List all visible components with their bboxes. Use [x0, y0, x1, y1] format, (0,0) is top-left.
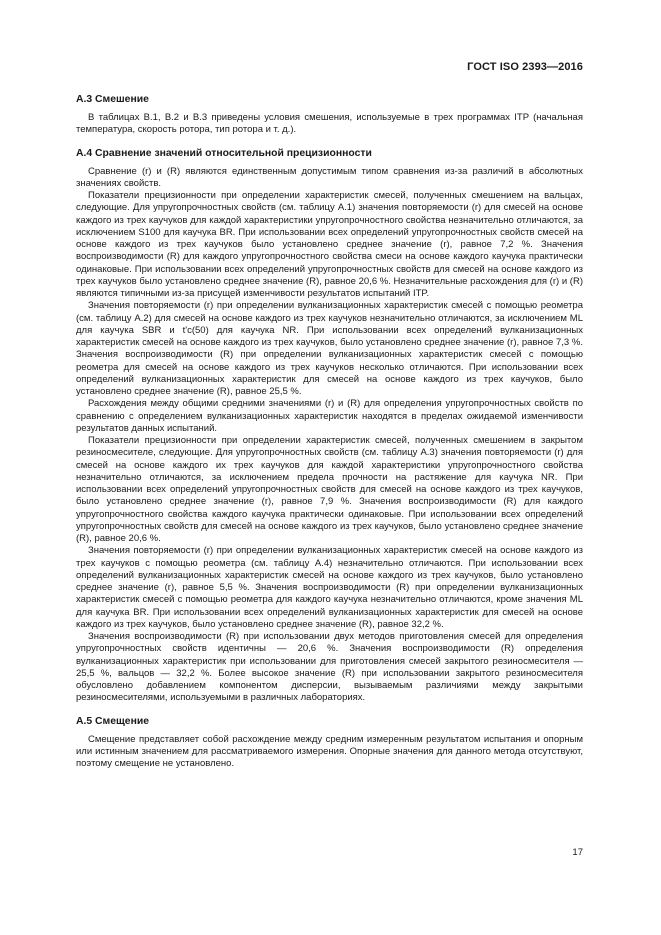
- paragraph: Значения повторяемости (r) при определении вулканизационных характеристик смесей с помощью реометра (см. таблицу А.2) для смесей на основе каждого из трех каучуков незначительно отличаются, за исключением ML для каучука SBR и t'c(50) для каучука NR. При использовании всех определений вулканизационных характеристик смесей на основе каждого из трех каучуков, было установлено среднее значение (r), равное 7,3 %. Значения воспроизводимости (R) при определении вулканизационных характеристик смесей с помощью реометра для смесей на основе каждого из трех каучуков несколько отличаются. При использовании всех определений вулканизационных характеристик для смесей на основе каждого из трех каучуков, было установлено среднее значение (R), равное 25,5 %.: [76, 300, 583, 397]
- paragraph: Показатели прецизионности при определении характеристик смесей, полученных смешением на вальцах, следующие. Для упругопрочностных свойств (см. таблицу А.1) значения повторяемости (r) для смесей на основе каждого из трех каучуков для каждой характеристики упругопрочностного свойства незначительно отличаются, за исключением S100 для каучука BR. При использовании всех определений упругопрочностных свойств смесей на основе каждого из трех каучуков было установлено среднее значение (r), равное 7,2 %. Значения воспроизводимости (R) для каждого упругопрочностного свойства смеси на основе каждого каучука практически одинаковые. При использовании всех определений упругопрочностных свойств для смесей на основе каждого из трех каучуков было установлено среднее значение (R), равное 20,6 %. Незначительные расхождения для (r) и (R) являются типичными из-за присущей изменчивости результатов испытаний ITP.: [76, 190, 583, 299]
- page-content: [76, 93, 583, 770]
- section-heading-a5: А.5 Смещение: [76, 715, 150, 727]
- standard-header: ГОСТ ISO 2393—2016: [467, 61, 583, 73]
- page-number: 17: [572, 847, 583, 858]
- paragraph: В таблицах В.1, В.2 и В.3 приведены условия смешения, используемые в трех программах ITP (начальная температура, скорость ротора, тип ротора и т. д.).: [76, 112, 583, 136]
- paragraph: Значения повторяемости (r) при определении вулканизационных характеристик смесей на основе каждого из трех каучуков с помощью реометра (см. таблицу А.4) незначительно отличаются. При использовании всех определений вулканизационных характеристик смесей на основе каждого из трех каучуков, было установлено среднее значение (r), равное 5,5 %. Значения воспроизводимости (R) при определении вулканизационных характеристик смесей с помощью реометра для каждого каучука незначительно отличаются, кроме значения ML для каучука BR. При использовании всех определений вулканизационных характеристик для смесей на основе каждого из трех каучуков, было установлено среднее значение (R), равное 32,2 %.: [76, 545, 583, 630]
- section-heading-a4: А.4 Сравнение значений относительной прецизионности: [76, 147, 372, 159]
- paragraph: Показатели прецизионности при определении характеристик смесей, полученных смешением в закрытом резиносмесителе, следующие. Для упругопрочностных свойств (см. таблицу А.3) значения повторяемости (r) для смесей на основе каждого их трех каучуков для каждой характеристики упругопрочностного свойства незначительно отличаются, за исключением предела прочности на растяжение для каучука NR. При использовании всех определений упругопрочностных свойств для смесей на основе каждого из трех каучуков, было установлено среднее значение (r), равное 7,9 %. Значения воспроизводимости (R) для каждого упругопрочностного свойства каждого каучука практически одинаковые. При использовании всех определений упругопрочностных свойств для смесей на основе каждого из трех каучуков, было установлено среднее значение (R), равное 20,6 %.: [76, 435, 583, 544]
- paragraph: Значения воспроизводимости (R) при использовании двух методов приготовления смесей для определения упругопрочностных свойств идентичны — 20,6 %. Значения воспроизводимости (R) определения вулканизационных характеристик при использовании для приготовления смесей закрытого резиносмесителя — 25,5 %, вальцов — 32,2 %. Более высокое значение (R) при использовании закрытого резиносмесителя обусловлено добавлением компонентом дисперсии, вызываемым различиями между закрытыми резиносмесителями, используемыми в различных лабораториях.: [76, 631, 583, 704]
- paragraph: Смещение представляет собой расхождение между средним измеренным результатом испытания и опорным или истинным значением для рассматриваемого измерения. Опорные значения для данного метода отсутствуют, поэтому смещение не установлено.: [76, 733, 583, 769]
- section-heading-a3: А.3 Смешение: [76, 94, 149, 105]
- paragraph: Расхождения между общими средними значениями (r) и (R) для определения упругопрочностных свойств по сравнению с определением вулканизационных характеристик находятся в пределах ожидаемой изменчивости результатов данных испытаний.: [76, 398, 583, 434]
- paragraph: Сравнение (r) и (R) являются единственным допустимым типом сравнения из-за различий в абсолютных значениях свойств.: [76, 165, 583, 189]
